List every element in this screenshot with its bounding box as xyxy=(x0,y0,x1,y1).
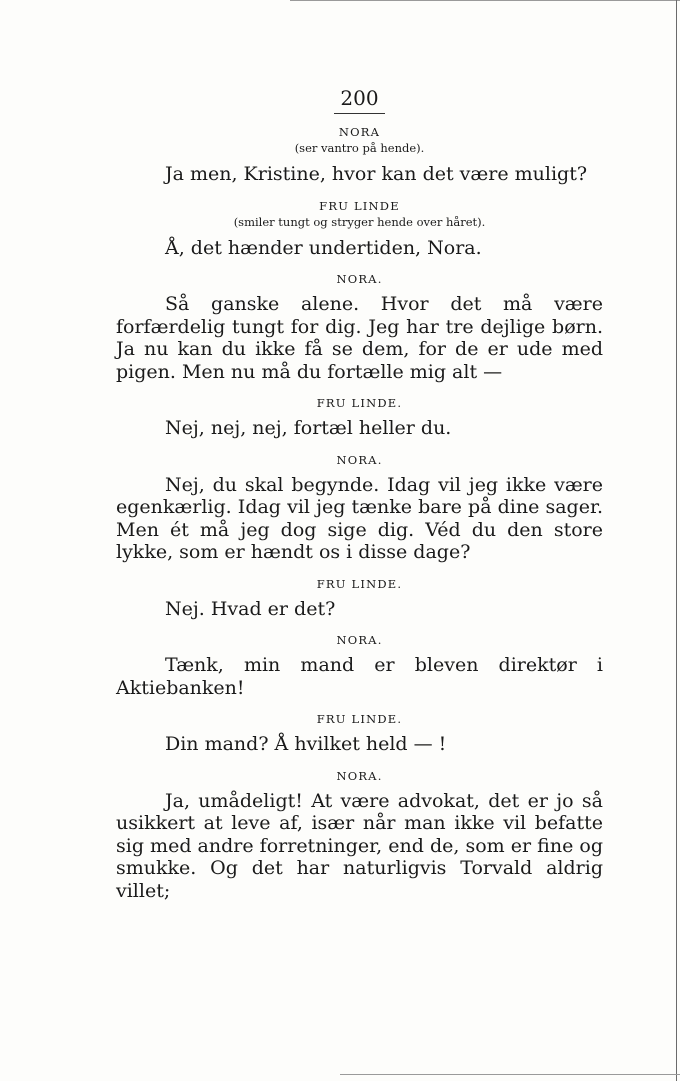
dialogue-block xyxy=(116,452,603,564)
speech-text: Så ganske alene. Hvor det må være forfærdelig tungt for dig. Jeg har tre dejlige børn. Ja nu kan du ikke få se dem, for de er ude med pigen. Men nu må du fortælle mig alt — xyxy=(116,293,603,383)
speech-text: Din mand? Å hvilket held — ! xyxy=(165,733,447,755)
book-page xyxy=(116,86,603,902)
dialogue-block xyxy=(116,711,603,756)
speaker-name: NORA. xyxy=(336,633,383,647)
speech-text: Ja men, Kristine, hvor kan det være muligt? xyxy=(165,163,588,185)
page-edge-bottom xyxy=(340,1074,680,1075)
speech-text: Å, det hænder undertiden, Nora. xyxy=(165,236,482,259)
speaker-name: NORA. xyxy=(336,768,383,783)
speech-text: Nej, du skal begynde. Idag vil jeg ikke være egenkærlig. Idag vil jeg tænke bare på dine sager. Men ét må jeg dog sige dig. Véd du den store lykke, som er hændt os i disse dage? xyxy=(116,473,603,563)
speech-text: Ja, umådeligt! At være advokat, det er jo så usikkert at leve af, især når man ikke vil befatte sig med andre forretninger, end de, som er fine og smukke. Og det har naturligvis Torvald aldrig villet; xyxy=(116,789,603,902)
dialogue-block xyxy=(116,124,603,186)
speech-text: Nej, nej, nej, fortæl heller du. xyxy=(165,417,452,439)
dialogue-block xyxy=(116,632,603,699)
dialogue-block xyxy=(116,395,603,440)
stage-direction: (smiler tungt og stryger hende over håret). xyxy=(233,214,486,229)
page-edge-top xyxy=(290,0,680,1)
dialogue-block xyxy=(116,271,603,383)
speech-text: Tænk, min mand er bleven direktør i Aktiebanken! xyxy=(116,654,603,699)
page-number: 200 xyxy=(116,86,603,114)
stage-direction: (ser vantro på hende). xyxy=(294,141,425,155)
speaker-name: FRU LINDE. xyxy=(316,576,403,591)
dialogue-block xyxy=(116,768,603,903)
speaker-name: FRU LINDE xyxy=(319,198,400,213)
speaker-name: NORA xyxy=(338,125,381,139)
dialogue-block xyxy=(116,198,603,260)
speaker-name: FRU LINDE. xyxy=(316,712,403,726)
speaker-name: FRU LINDE. xyxy=(316,396,403,410)
dialogue-block xyxy=(116,576,603,621)
speech-text: Nej. Hvad er det? xyxy=(165,597,336,620)
speaker-name: NORA. xyxy=(336,272,383,286)
speaker-name: NORA. xyxy=(336,452,383,467)
page-edge-right xyxy=(676,0,677,1081)
